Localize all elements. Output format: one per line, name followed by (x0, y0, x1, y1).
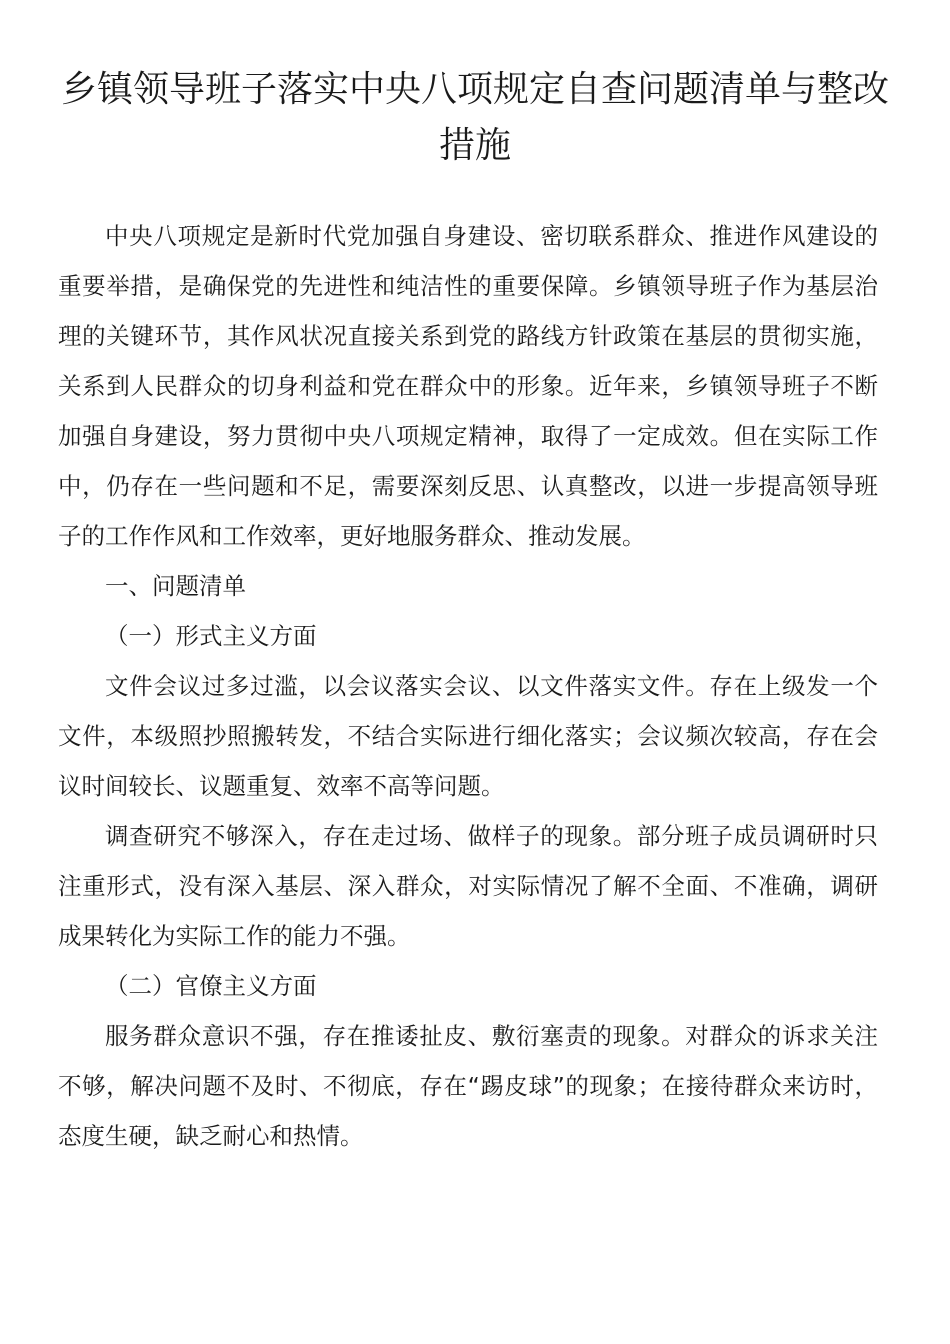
intro-paragraph: 中央八项规定是新时代党加强自身建设、密切联系群众、推进作风建设的重要举措，是确保党的先进性和纯洁性的重要保障。乡镇领导班子作为基层治理的关键环节，其作风状况直接关系到党的路线方针政策在基层的贯彻实施，关系到人民群众的切身利益和党在群众中的形象。近年来，乡镇领导班子不断加强自身建设，努力贯彻中央八项规定精神，取得了一定成效。但在实际工作中，仍存在一些问题和不足，需要深刻反思、认真整改，以进一步提高领导班子的工作作风和工作效率，更好地服务群众、推动发展。 (58, 222, 878, 550)
section-heading-problems: 一、问题清单 (105, 572, 246, 600)
bureaucracy-paragraph-1: 服务群众意识不强，存在推诿扯皮、敷衍塞责的现象。对群众的诉求关注不够，解决问题不及时、不彻底，存在“踢皮球”的现象；在接待群众来访时，态度生硬，缺乏耐心和热情。 (58, 1022, 878, 1150)
subsection-heading-formalism: （一）形式主义方面 (105, 622, 317, 650)
formalism-paragraph-2: 调查研究不够深入，存在走过场、做样子的现象。部分班子成员调研时只注重形式，没有深入基层、深入群众，对实际情况了解不全面、不准确，调研成果转化为实际工作的能力不强。 (58, 822, 878, 950)
formalism-paragraph-1: 文件会议过多过滥，以会议落实会议、以文件落实文件。存在上级发一个文件，本级照抄照搬转发，不结合实际进行细化落实；会议频次较高，存在会议时间较长、议题重复、效率不高等问题。 (58, 672, 878, 800)
document-body (58, 211, 878, 1161)
document-title: 乡镇领导班子落实中央八项规定自查问题清单与整改措施 (60, 69, 889, 166)
subsection-heading-bureaucracy: （二）官僚主义方面 (105, 972, 317, 1000)
